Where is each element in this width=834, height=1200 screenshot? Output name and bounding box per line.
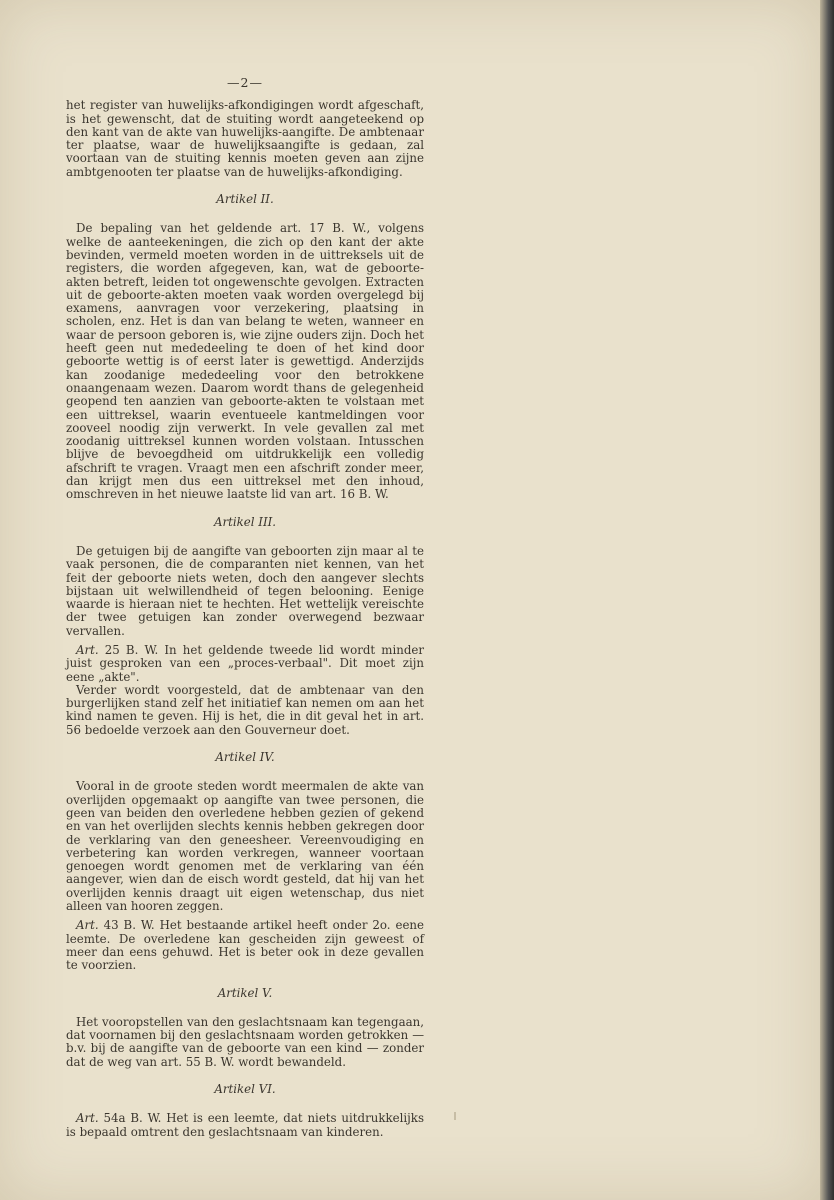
paragraph-text: Het vooropstellen van den geslachtsnaam kan tegengaan, dat voornamen bij den geslachtsnaam worden getrokken — b.v. bij de aangifte van de geboorte van een kind — zonder dat de weg van art. 55 B. W. wordt bewandeld.: [66, 1014, 424, 1069]
paragraph: [66, 1016, 424, 1069]
paragraph: [66, 99, 424, 179]
paragraph-text: De bepaling van het geldende art. 17 B. W., volgens welke de aanteekeningen, die zich op den kant der akte bevinden, vermeld moeten worden in de uittreksels uit de registers, die worden afgegeven, kan, wat de geboorte-akten betreft, leiden tot ongewenschte gevolgen. Extracten uit de geboorte-akten moeten vaak worden overgelegd bij examens, aanvragen voor verzekering, plaatsing in scholen, enz. Het is dan van belang te weten, wanneer en waar de persoon geboren is, wie zijne ouders zijn. Doch het heeft geen nut mededeeling te doen of het kind door geboorte wettig is of eerst later is gewettigd. Anderzijds kan zoodanige mededeeling voor den betrokkene onaangenaam wezen. Daarom wordt thans de gelegenheid geopend ten aanzien van geboorte-akten te volstaan met een uittreksel, waarin eventueele kantmeldingen voor zooveel noodig zijn verwerkt. In vele gevallen zal met zoodanig uittreksel kunnen worden volstaan. Intusschen blijve de bevoegdheid om uitdrukkelijk een volledig afschrift te vragen. Vraagt men een afschrift zonder meer, dan krijgt men dus een uittreksel met den inhoud, omschreven in het nieuwe laatste lid van art. 16 B. W.: [66, 221, 424, 502]
article-heading: Artikel III.: [213, 514, 277, 529]
paragraph: [66, 1112, 424, 1139]
article-heading: Artikel V.: [217, 985, 273, 1000]
article-ref-lead: Art.: [76, 918, 99, 933]
paragraph-text: 25 B. W. In het geldende tweede lid wordt minder juist gesproken van een „proces-verbaal". Dit moet zijn eene „akte".: [66, 642, 424, 684]
paragraph-text: 43 B. W. Het bestaande artikel heeft onder 2o. eene leemte. De overledene kan gescheiden zijn geweest of meer dan eens gehuwd. Het is beter ook in deze gevallen te voorzien.: [66, 918, 425, 973]
paragraph: [66, 919, 424, 972]
document-body: [66, 76, 424, 1139]
paper-speck: [454, 1112, 456, 1120]
article-heading: Artikel VI.: [214, 1082, 276, 1096]
paragraph-text: De getuigen bij de aangifte van geboorten zijn maar al te vaak personen, die de comparanten niet kennen, van het feit der geboorte niets weten, doch den aangever slechts bijstaan uit welwillendheid of tegen belooning. Eenige waarde is hieraan niet te hechten. Het wettelijk vereischte der twee getuigen kan zonder overwegend bezwaar vervallen.: [66, 543, 424, 638]
paragraph: [66, 545, 424, 638]
page-edge-shadow: [820, 0, 834, 1200]
article-ref-lead: Art.: [76, 642, 99, 657]
page-number: —2—: [227, 75, 263, 90]
paragraph-text: Vooral in de groote steden wordt meermalen de akte van overlijden opgemaakt op aangifte van twee personen, die geen van beiden den overledene hebben gezien of gekend en van het overlijden slechts kennis hebben gekregen door de verklaring van den geneesheer. Vereenvoudiging en verbetering kan worden verkregen, wanneer voortaan genoegen wordt genomen met de verklaring van één aangever, wien dan de eisch wordt gesteld, dat hij van het overlijden kennis draagt uit eigen wetenschap, dus niet alleen van hooren zeggen.: [66, 779, 424, 914]
text-blocks: [66, 99, 424, 1139]
article-ref-lead: Art.: [76, 1111, 99, 1126]
paragraph-text: Verder wordt voorgesteld, dat de ambtenaar van den burgerlijken stand zelf het initiatief kan nemen om aan het kind namen te geven. Hij is het, die in dit geval het in art. 56 bedoelde verzoek aan den Gouverneur doet.: [66, 682, 424, 737]
article-heading: Artikel II.: [216, 192, 274, 207]
paragraph: [66, 644, 424, 684]
paragraph-text: 54a B. W. Het is een leemte, dat niets uitdrukkelijks is bepaald omtrent den geslachtsnaam van kinderen.: [66, 1111, 425, 1139]
paragraph: [66, 780, 424, 913]
paragraph: [66, 222, 424, 501]
paragraph-text: het register van huwelijks-afkondigingen wordt afgeschaft, is het gewenscht, dat de stuiting wordt aangeteekend op den kant van de akte van huwelijks-aangifte. De ambtenaar ter plaatse, waar de huwelijksaangifte is gedaan, zal voortaan van de stuiting kennis moeten geven aan zijne ambtgenooten ter plaatse van de huwelijks-afkondiging.: [66, 98, 424, 179]
paragraph: [66, 684, 424, 737]
article-heading: Artikel IV.: [215, 750, 275, 765]
